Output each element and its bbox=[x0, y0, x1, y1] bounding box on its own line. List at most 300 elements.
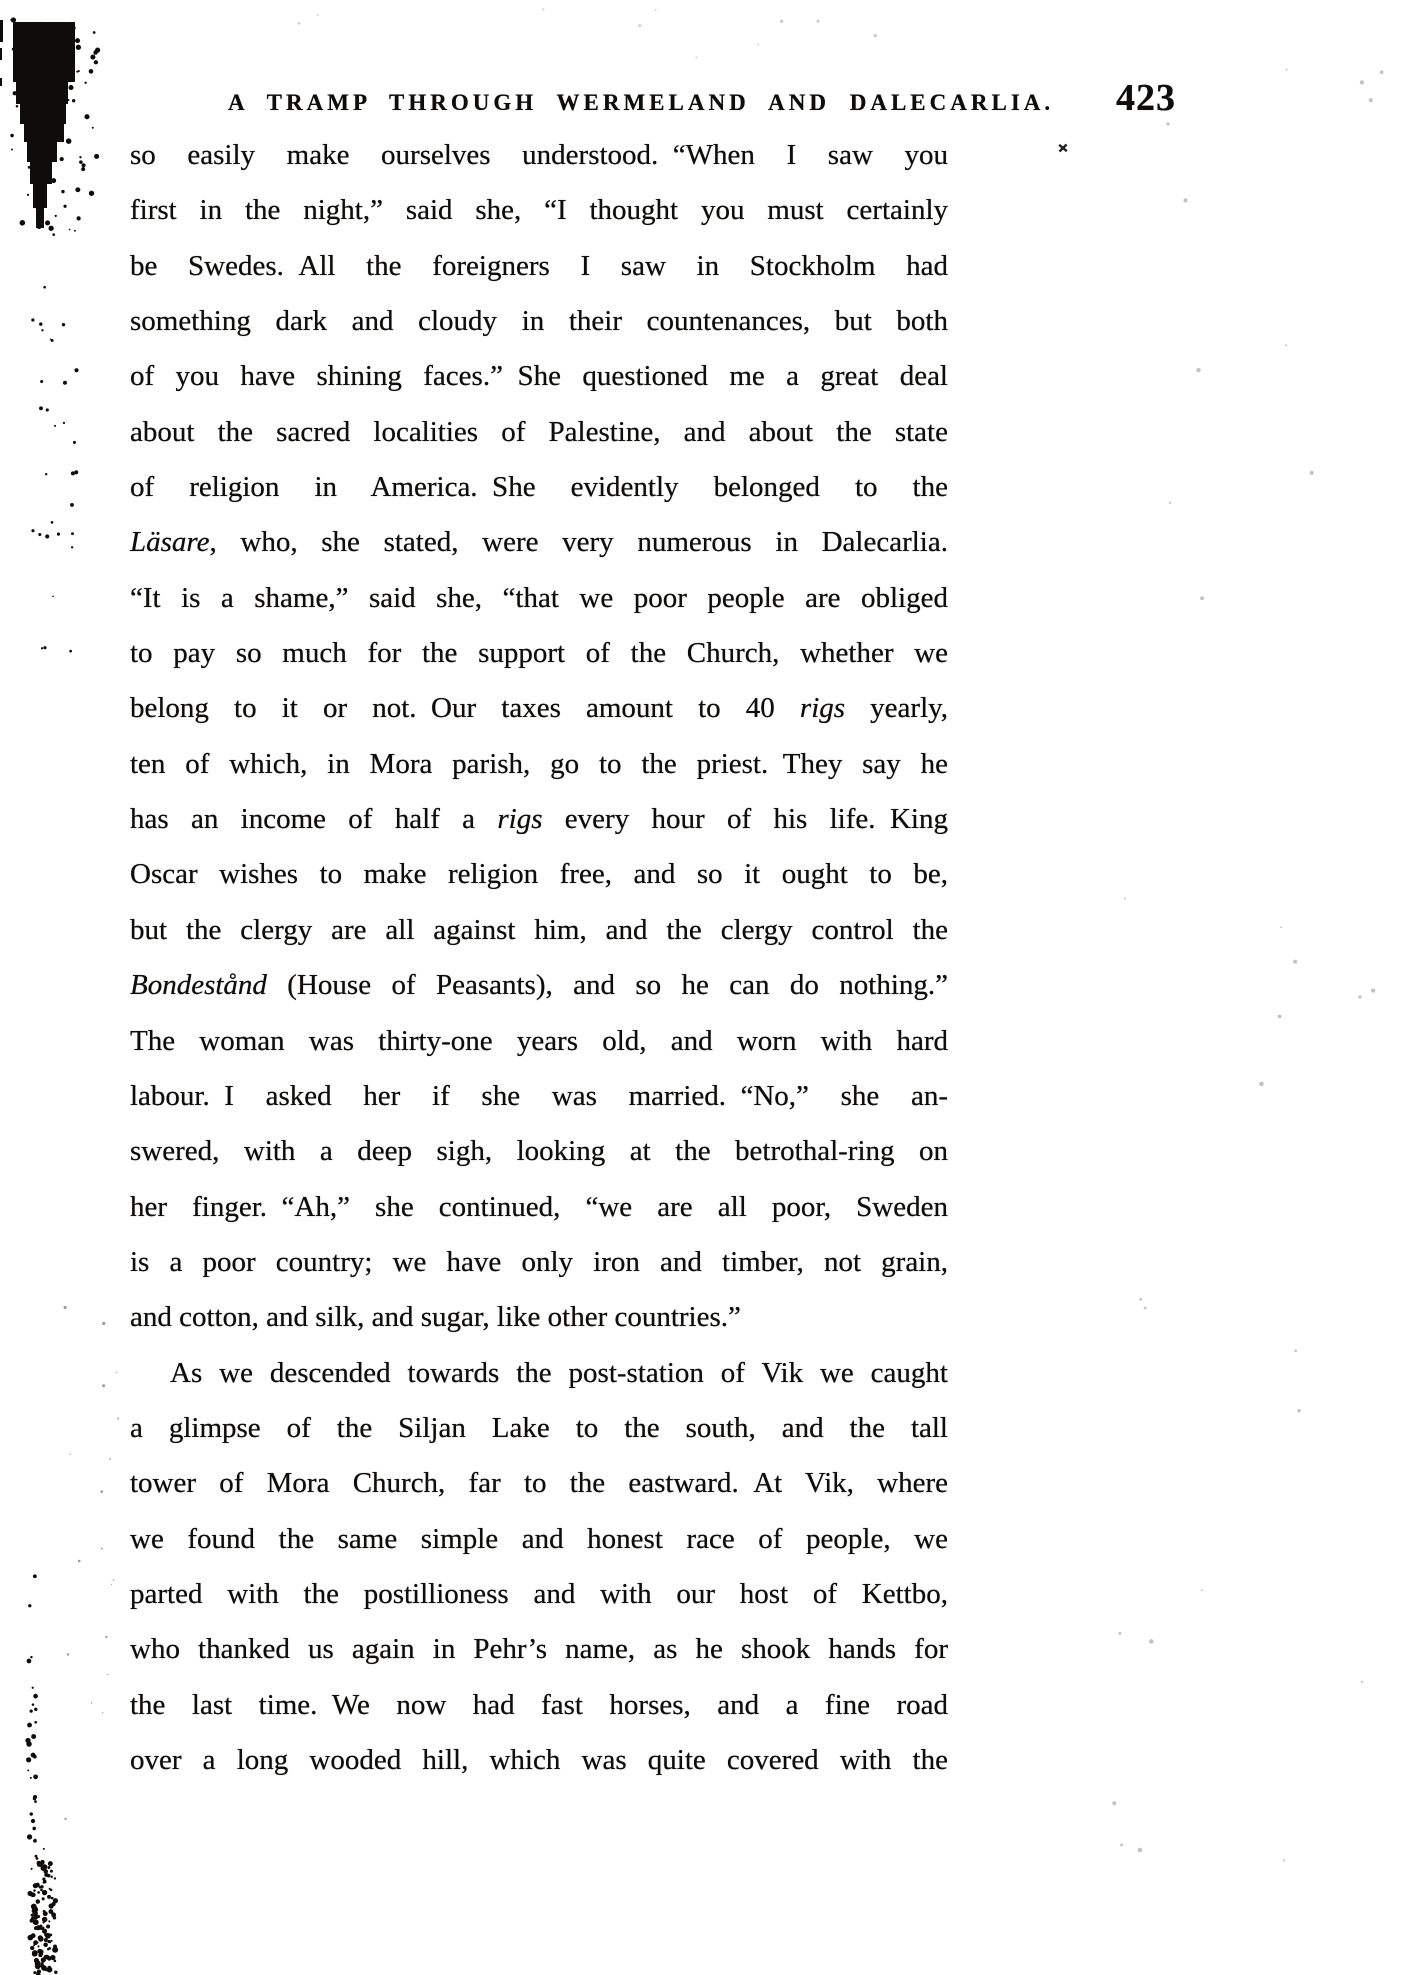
scan-speck bbox=[40, 1927, 43, 1930]
text-segment: belong to it or not. Our taxes amount to 40 bbox=[130, 692, 800, 725]
scan-speck bbox=[41, 647, 43, 649]
scan-speck bbox=[20, 104, 66, 124]
scan-speck bbox=[59, 122, 63, 126]
text-line bbox=[130, 1014, 948, 1069]
scan-speck bbox=[1118, 1632, 1121, 1635]
scan-speck bbox=[51, 521, 54, 524]
scan-speck bbox=[33, 1940, 38, 1945]
scan-speck bbox=[33, 1774, 38, 1779]
scan-speck bbox=[34, 1839, 36, 1841]
scan-speck bbox=[73, 441, 76, 444]
scan-speck bbox=[47, 1948, 50, 1951]
scan-speck bbox=[38, 1936, 44, 1942]
text-line bbox=[130, 1235, 948, 1290]
scan-speck bbox=[44, 1938, 48, 1942]
scan-speck bbox=[39, 1864, 42, 1867]
text-line bbox=[130, 1512, 948, 1567]
scan-speck bbox=[109, 1458, 111, 1460]
scan-speck bbox=[25, 1738, 30, 1743]
scan-speck bbox=[53, 1916, 57, 1920]
scan-speck bbox=[27, 1659, 32, 1664]
text-segment: so easily make ourselves understood. “When I saw you bbox=[130, 139, 948, 171]
scan-speck bbox=[33, 1883, 38, 1888]
scan-speck bbox=[30, 1777, 32, 1779]
scan-speck bbox=[33, 1971, 36, 1974]
scan-speck bbox=[10, 134, 14, 138]
scan-speck bbox=[32, 1911, 38, 1917]
scan-speck bbox=[40, 380, 43, 383]
text-segment: something dark and cloudy in their countenances, but both bbox=[130, 305, 948, 338]
scan-speck bbox=[51, 178, 56, 183]
scan-speck bbox=[47, 1967, 53, 1973]
scan-speck bbox=[26, 1757, 31, 1762]
text-line bbox=[130, 1346, 948, 1401]
scan-speck bbox=[34, 1958, 39, 1963]
scan-speck bbox=[90, 55, 95, 60]
scan-speck bbox=[102, 1322, 105, 1325]
scan-speck bbox=[40, 1860, 44, 1864]
text-segment: yearly, bbox=[845, 692, 948, 725]
scan-speck bbox=[47, 1956, 52, 1961]
scan-speck bbox=[51, 60, 56, 65]
scan-speck bbox=[95, 48, 100, 53]
scan-speck bbox=[1361, 1681, 1363, 1683]
scan-speck bbox=[28, 166, 31, 169]
scan-speck bbox=[44, 1873, 47, 1876]
scan-speck bbox=[52, 33, 56, 37]
scan-speck bbox=[34, 1708, 37, 1711]
scan-speck bbox=[28, 1604, 31, 1607]
scan-speck bbox=[37, 1915, 40, 1918]
scan-speck bbox=[52, 1947, 58, 1953]
scan-speck bbox=[1112, 1801, 1116, 1805]
text-line bbox=[130, 958, 948, 1013]
scan-speck bbox=[45, 1933, 51, 1939]
scan-speck bbox=[1196, 368, 1200, 372]
text-line bbox=[130, 1622, 948, 1677]
scan-speck bbox=[64, 1306, 67, 1309]
scan-speck bbox=[638, 24, 641, 27]
scan-speck bbox=[817, 20, 820, 23]
scan-speck bbox=[76, 71, 78, 73]
scan-speck bbox=[66, 138, 72, 144]
scan-speck bbox=[27, 1935, 33, 1941]
scan-speck bbox=[72, 99, 75, 102]
scan-speck bbox=[31, 1916, 35, 1920]
scan-speck bbox=[47, 1966, 51, 1970]
scan-speck bbox=[47, 1895, 51, 1899]
scan-speck bbox=[31, 1868, 33, 1870]
scan-speck bbox=[91, 1702, 92, 1703]
text-segment: (House of Peasants), and so he can do nothing.” bbox=[266, 969, 948, 1002]
scan-speck bbox=[81, 167, 85, 171]
scan-speck bbox=[53, 1898, 58, 1903]
scan-speck bbox=[36, 1941, 38, 1943]
text-segment: who thanked us again in Pehr’s name, as he shook hands for bbox=[130, 1633, 948, 1666]
scan-speck bbox=[84, 82, 86, 84]
scan-speck bbox=[30, 1656, 32, 1658]
scan-speck bbox=[58, 29, 62, 33]
scan-speck bbox=[32, 55, 34, 57]
scan-speck bbox=[69, 1453, 70, 1454]
scan-speck bbox=[34, 1926, 38, 1930]
scan-speck bbox=[51, 125, 56, 130]
text-segment: be Swedes. All the foreigners I saw in Stockholm had bbox=[130, 249, 948, 282]
scan-speck bbox=[33, 1921, 36, 1924]
scan-speck bbox=[117, 1418, 119, 1420]
scan-speck bbox=[36, 1899, 41, 1904]
scan-speck bbox=[43, 1911, 48, 1916]
scan-speck bbox=[43, 1929, 46, 1932]
scan-speck bbox=[13, 91, 17, 95]
scan-speck bbox=[31, 318, 34, 321]
scan-speck bbox=[39, 406, 43, 410]
scan-speck bbox=[67, 99, 69, 101]
scan-speck bbox=[1358, 995, 1361, 998]
text-line bbox=[130, 1069, 948, 1124]
scan-speck bbox=[45, 116, 49, 120]
text-segment: has an income of half a bbox=[130, 803, 498, 836]
italic-text-segment: rigs bbox=[799, 692, 846, 725]
scan-speck bbox=[37, 224, 42, 229]
scan-speck bbox=[69, 650, 72, 653]
scan-speck bbox=[1297, 1409, 1300, 1412]
scan-speck bbox=[41, 1865, 46, 1870]
scan-speck bbox=[37, 88, 39, 90]
scan-speck bbox=[27, 194, 29, 196]
scan-speck bbox=[1360, 80, 1364, 84]
scan-speck bbox=[49, 146, 53, 150]
scan-speck bbox=[31, 1753, 36, 1758]
scan-speck bbox=[75, 38, 80, 43]
scan-speck bbox=[43, 1881, 45, 1883]
scan-speck bbox=[32, 1950, 38, 1956]
scan-speck bbox=[37, 125, 39, 127]
scan-speck bbox=[43, 1930, 47, 1934]
scan-speck bbox=[51, 1902, 55, 1906]
scan-speck bbox=[68, 85, 73, 90]
scan-speck bbox=[35, 1908, 39, 1912]
scan-speck bbox=[757, 44, 759, 46]
scan-speck bbox=[39, 1886, 42, 1889]
scan-speck bbox=[27, 1891, 32, 1896]
scan-speck bbox=[43, 1910, 46, 1913]
scan-speck bbox=[37, 1862, 42, 1867]
scan-speck bbox=[76, 216, 80, 220]
scan-speck bbox=[1278, 1015, 1282, 1019]
scan-speck bbox=[44, 1873, 48, 1877]
scan-speck bbox=[1183, 198, 1187, 202]
scan-speck bbox=[71, 471, 75, 475]
text-segment: tower of Mora Church, far to the eastward. At Vik, where bbox=[130, 1467, 948, 1500]
scan-speck bbox=[30, 144, 34, 148]
scan-speck bbox=[44, 1955, 47, 1958]
scan-speck bbox=[1124, 897, 1126, 899]
scan-speck bbox=[82, 163, 86, 167]
scan-speck bbox=[78, 1560, 81, 1563]
scan-speck bbox=[39, 63, 44, 68]
scan-speck bbox=[74, 470, 78, 474]
scan-speck bbox=[42, 1929, 47, 1934]
scan-speck bbox=[1201, 1589, 1203, 1591]
text-line bbox=[130, 405, 948, 460]
scan-speck bbox=[31, 1819, 35, 1823]
scan-speck bbox=[37, 1949, 42, 1954]
scan-speck bbox=[71, 546, 73, 548]
text-line bbox=[130, 1567, 948, 1622]
scan-speck bbox=[58, 127, 62, 131]
scan-speck bbox=[41, 1962, 44, 1965]
text-line bbox=[130, 626, 948, 681]
scan-speck bbox=[11, 148, 13, 150]
scan-speck bbox=[37, 1945, 39, 1947]
text-segment: we found the same simple and honest race of people, we bbox=[130, 1522, 948, 1555]
text-line bbox=[130, 1678, 948, 1733]
scan-speck bbox=[50, 1889, 53, 1892]
scan-speck bbox=[36, 121, 41, 126]
text-line bbox=[130, 681, 948, 736]
scan-speck bbox=[76, 45, 81, 50]
scan-speck bbox=[71, 532, 74, 535]
scan-speck bbox=[79, 156, 81, 158]
scan-speck bbox=[35, 192, 38, 195]
scan-speck bbox=[37, 1970, 41, 1974]
scan-speck bbox=[33, 1755, 37, 1759]
scan-speck bbox=[0, 20, 3, 42]
scan-speck bbox=[50, 1875, 52, 1877]
scan-speck bbox=[19, 62, 23, 66]
scan-speck bbox=[655, 9, 657, 11]
scan-speck bbox=[1380, 70, 1384, 74]
scan-speck bbox=[10, 19, 12, 21]
scan-speck bbox=[100, 1490, 103, 1493]
scan-speck bbox=[45, 91, 49, 95]
scan-speck bbox=[34, 1800, 37, 1803]
scan-speck bbox=[43, 1848, 45, 1850]
scan-speck bbox=[33, 1839, 37, 1843]
text-line bbox=[130, 349, 948, 404]
scan-speck bbox=[49, 226, 54, 231]
scan-speck bbox=[31, 1904, 37, 1910]
text-segment: every hour of his life. King bbox=[542, 803, 948, 836]
scan-speck bbox=[70, 22, 74, 26]
text-segment: her finger. “Ah,” she continued, “we are all poor, Sweden bbox=[130, 1190, 948, 1223]
scan-speck bbox=[94, 154, 99, 159]
scan-speck bbox=[43, 286, 46, 289]
scan-speck bbox=[54, 1877, 56, 1879]
scan-speck bbox=[51, 100, 55, 104]
text-segment: and cotton, and silk, and sugar, like other countries.” bbox=[130, 1301, 741, 1334]
scan-speck bbox=[1139, 1298, 1142, 1301]
scan-speck bbox=[30, 1710, 33, 1713]
scan-speck bbox=[42, 1897, 45, 1900]
scan-speck bbox=[1259, 1082, 1264, 1087]
scan-speck bbox=[47, 1874, 51, 1878]
scan-speck bbox=[12, 48, 15, 51]
scan-speck bbox=[35, 1883, 40, 1888]
scan-speck bbox=[31, 1734, 36, 1739]
scan-speck bbox=[49, 1903, 54, 1908]
scan-speck bbox=[33, 1795, 37, 1799]
text-segment: “It is a shame,” said she, “that we poor people are obliged bbox=[130, 581, 948, 614]
text-line bbox=[130, 1456, 948, 1511]
scan-speck bbox=[41, 1963, 44, 1966]
scan-speck bbox=[31, 1933, 36, 1938]
scan-speck bbox=[52, 596, 54, 598]
scan-speck bbox=[45, 473, 47, 475]
scan-speck bbox=[1200, 596, 1204, 600]
scan-speck bbox=[102, 1384, 105, 1387]
scan-speck bbox=[45, 1955, 50, 1960]
text-segment: the last time. We now had fast horses, and a fine road bbox=[130, 1688, 948, 1721]
scan-speck bbox=[34, 1907, 37, 1910]
scan-speck bbox=[36, 1925, 41, 1930]
scan-speck bbox=[49, 154, 53, 158]
scan-speck bbox=[49, 1934, 52, 1937]
scan-speck bbox=[45, 534, 49, 538]
scan-speck bbox=[30, 1946, 34, 1950]
scan-speck bbox=[37, 1861, 41, 1865]
scan-speck bbox=[874, 34, 877, 37]
scan-speck bbox=[35, 1960, 41, 1966]
scan-speck bbox=[32, 1951, 38, 1957]
scan-speck bbox=[42, 1890, 47, 1895]
scan-speck bbox=[92, 127, 94, 129]
scan-speck bbox=[45, 220, 50, 225]
scan-speck bbox=[50, 81, 55, 86]
scan-speck bbox=[1149, 1639, 1154, 1644]
scan-speck bbox=[64, 37, 67, 40]
scan-speck bbox=[61, 190, 64, 193]
scan-speck bbox=[43, 1943, 48, 1948]
scan-speck bbox=[38, 22, 42, 26]
scan-speck bbox=[51, 1940, 53, 1942]
scan-speck bbox=[40, 1964, 44, 1968]
text-line bbox=[130, 1124, 948, 1179]
scan-speck bbox=[317, 14, 319, 16]
scan-speck bbox=[32, 1908, 38, 1914]
scan-speck bbox=[63, 381, 67, 385]
scan-speck bbox=[33, 1797, 36, 1800]
scan-speck bbox=[61, 71, 63, 73]
scan-speck bbox=[48, 1909, 53, 1914]
scan-speck bbox=[33, 1914, 38, 1919]
scan-speck bbox=[70, 48, 75, 53]
scan-speck bbox=[89, 191, 94, 196]
scan-speck bbox=[542, 8, 544, 10]
scan-speck bbox=[74, 368, 78, 372]
scan-speck bbox=[62, 323, 65, 326]
scan-speck bbox=[75, 187, 80, 192]
scan-speck bbox=[50, 339, 51, 340]
text-segment: The woman was thirty-one years old, and worn with hard bbox=[130, 1024, 948, 1057]
text-segment: over a long wooded hill, which was quite covered with the bbox=[130, 1743, 948, 1776]
scan-speck bbox=[45, 1968, 48, 1971]
scan-speck bbox=[1280, 926, 1282, 928]
scan-speck bbox=[1285, 69, 1287, 71]
text-segment: labour. I asked her if she was married. “No,” she an- bbox=[130, 1079, 948, 1112]
scan-speck bbox=[60, 157, 64, 161]
ink-fleck bbox=[1058, 144, 1067, 153]
scan-speck bbox=[31, 1893, 35, 1897]
italic-text-segment: Läsare bbox=[130, 526, 210, 559]
text-segment: about the sacred localities of Palestine, and about the state bbox=[130, 415, 948, 448]
scan-speck bbox=[1310, 471, 1314, 475]
scan-speck bbox=[34, 205, 38, 209]
scan-speck bbox=[40, 1861, 44, 1865]
scan-speck bbox=[39, 32, 43, 36]
scan-speck bbox=[70, 503, 74, 507]
scan-speck bbox=[53, 1959, 56, 1962]
text-segment: to pay so much for the support of the Church, whether we bbox=[130, 637, 948, 670]
scan-speck bbox=[48, 1947, 51, 1950]
text-segment: of religion in America. She evidently belonged to the bbox=[130, 471, 948, 504]
scan-speck bbox=[27, 1834, 32, 1839]
text-segment: a glimpse of the Siljan Lake to the south, and the tall bbox=[130, 1411, 948, 1444]
text-line bbox=[130, 183, 948, 238]
scan-speck bbox=[695, 56, 697, 58]
text-segment: As we descended towards the post-station of Vik we caught bbox=[170, 1356, 948, 1389]
scan-speck bbox=[38, 1935, 43, 1940]
text-line bbox=[130, 1401, 948, 1456]
scan-speck bbox=[51, 339, 54, 342]
scan-speck bbox=[11, 17, 16, 22]
scan-speck bbox=[1283, 1859, 1285, 1861]
scan-speck bbox=[42, 1864, 47, 1869]
text-segment: is a poor country; we have only iron and timber, not grain, bbox=[130, 1245, 948, 1278]
text-line bbox=[130, 515, 948, 570]
scan-speck bbox=[93, 31, 96, 34]
scan-speck bbox=[113, 1579, 115, 1581]
scan-speck bbox=[298, 22, 301, 25]
scan-speck bbox=[780, 20, 783, 23]
scan-speck bbox=[69, 229, 71, 231]
scan-speck bbox=[33, 1694, 38, 1699]
scan-speck bbox=[67, 1653, 69, 1655]
scan-speck bbox=[15, 38, 18, 41]
scan-speck bbox=[78, 70, 80, 72]
text-segment: parted with the postillioness and with our host of Kettbo, bbox=[130, 1577, 948, 1610]
text-line bbox=[130, 239, 948, 294]
scan-speck bbox=[107, 1674, 108, 1675]
scan-speck bbox=[40, 57, 42, 59]
scan-speck bbox=[38, 533, 41, 536]
scan-speck bbox=[47, 181, 49, 183]
scan-speck bbox=[1294, 1349, 1297, 1352]
scan-speck bbox=[24, 124, 64, 142]
scan-speck bbox=[41, 1927, 44, 1930]
scan-speck bbox=[20, 80, 24, 84]
text-line bbox=[130, 1180, 948, 1235]
scan-speck bbox=[51, 1897, 54, 1900]
scan-speck bbox=[35, 176, 39, 180]
scan-speck bbox=[84, 114, 89, 119]
text-line bbox=[130, 903, 948, 958]
scan-speck bbox=[49, 1941, 51, 1943]
scan-speck bbox=[40, 1953, 43, 1956]
scan-speck bbox=[13, 22, 75, 82]
scan-speck bbox=[111, 1584, 112, 1585]
scan-speck bbox=[1169, 502, 1171, 504]
italic-text-segment: rigs bbox=[497, 803, 543, 836]
scan-speck bbox=[30, 162, 52, 184]
text-segment: swered, with a deep sigh, looking at the betrothal-ring on bbox=[130, 1135, 948, 1168]
scan-speck bbox=[1144, 1307, 1147, 1310]
running-header-title: A TRAMP THROUGH WERMELAND AND DALECARLIA. bbox=[228, 90, 1055, 115]
text-line bbox=[130, 128, 948, 183]
scan-speck bbox=[64, 1818, 66, 1820]
scan-speck bbox=[0, 48, 2, 60]
